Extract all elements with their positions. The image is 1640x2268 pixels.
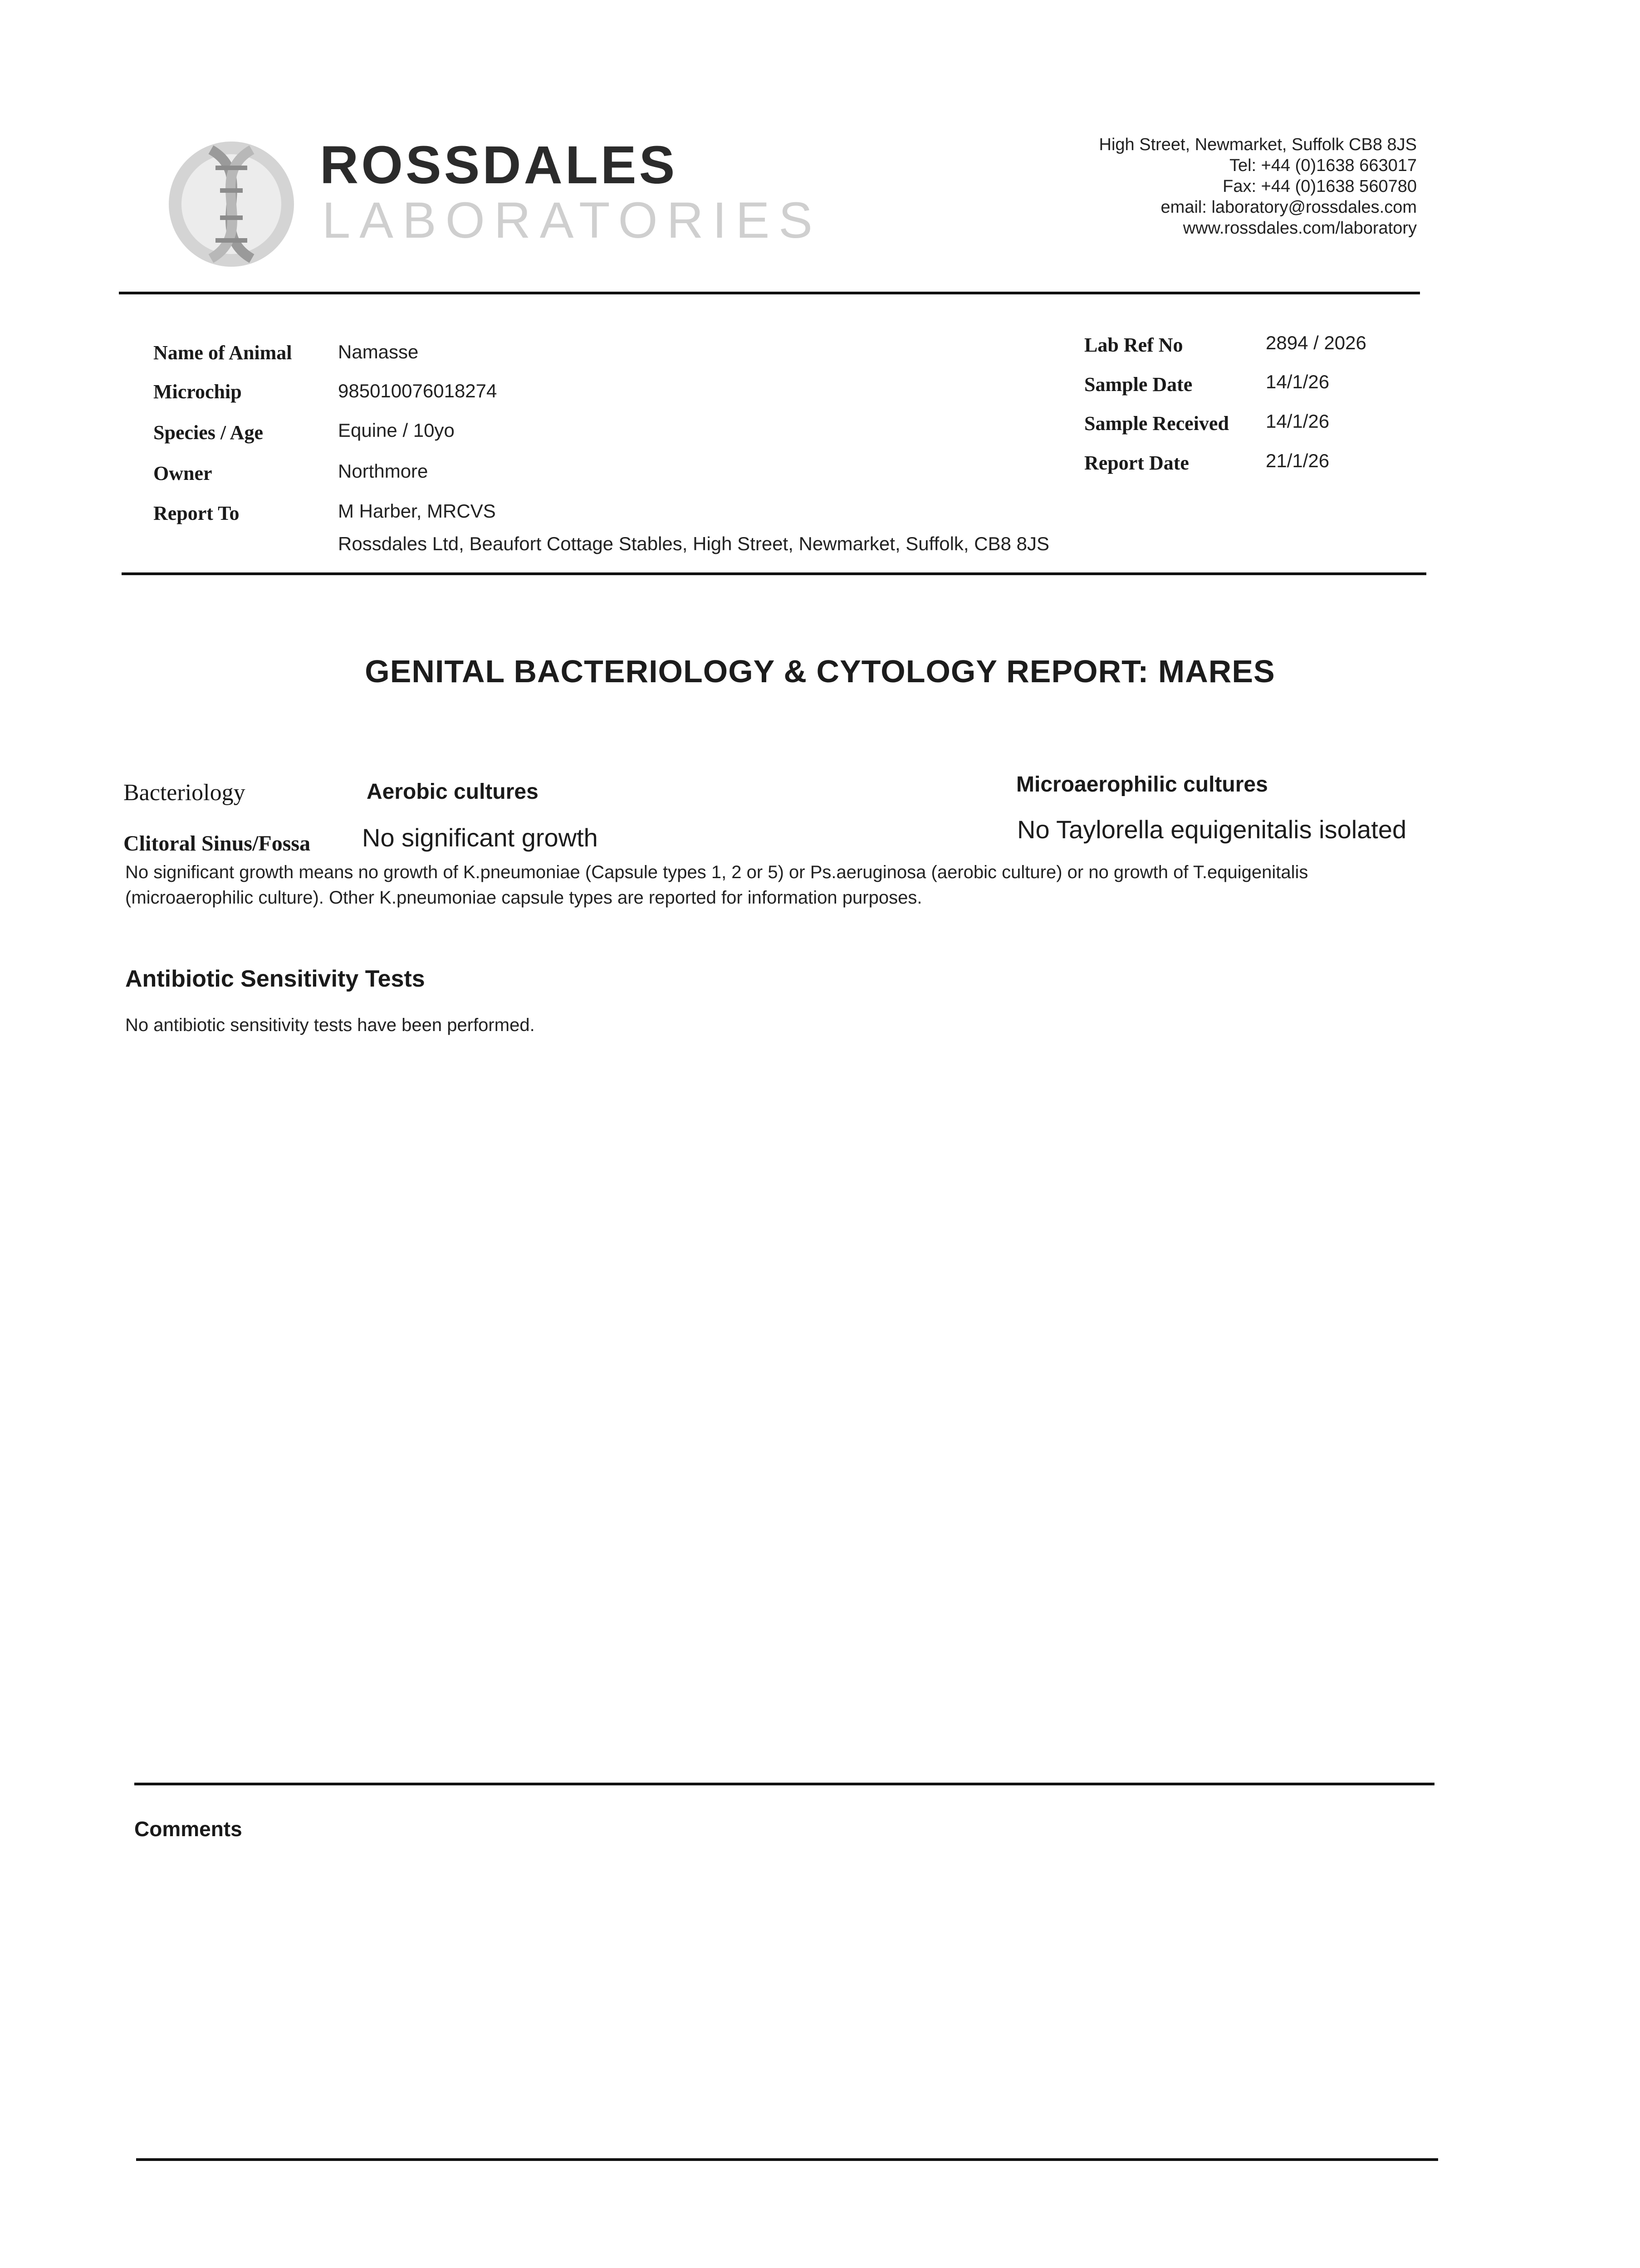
species-label: Species / Age	[153, 421, 263, 444]
sample-date-label: Sample Date	[1084, 373, 1193, 396]
antibiotic-text: No antibiotic sensitivity tests have been performed.	[125, 1015, 535, 1035]
report-date-value: 21/1/26	[1266, 450, 1330, 471]
growth-note-line2: (microaerophilic culture). Other K.pneumoniae capsule types are reported for information purposes.	[125, 888, 922, 908]
lab-ref-value: 2894 / 2026	[1266, 332, 1366, 353]
header-divider	[119, 292, 1420, 294]
report-date-label: Report Date	[1084, 452, 1189, 474]
report-title: GENITAL BACTERIOLOGY & CYTOLOGY REPORT: MARES	[365, 654, 1275, 689]
aerobic-heading: Aerobic cultures	[367, 780, 539, 804]
comments-heading: Comments	[134, 1817, 242, 1841]
sample-received-value: 14/1/26	[1266, 411, 1330, 432]
aerobic-result: No significant growth	[362, 823, 598, 852]
dna-helix-icon	[168, 136, 295, 272]
animal-name-value: Namasse	[338, 341, 419, 362]
microaerophilic-result: No Taylorella equigenitalis isolated	[1017, 815, 1407, 844]
contact-web: www.rossdales.com/laboratory	[1183, 219, 1417, 238]
lab-ref-label: Lab Ref No	[1084, 334, 1183, 356]
contact-fax: Fax: +44 (0)1638 560780	[1223, 177, 1417, 196]
microchip-value: 985010076018274	[338, 380, 497, 401]
brand-name: ROSSDALES	[320, 135, 678, 195]
report-to-label: Report To	[153, 502, 240, 524]
contact-block	[1099, 134, 1417, 239]
footer-divider	[136, 2158, 1438, 2161]
contact-address: High Street, Newmarket, Suffolk CB8 8JS	[1099, 135, 1417, 154]
microaerophilic-heading: Microaerophilic cultures	[1016, 772, 1268, 797]
species-value: Equine / 10yo	[338, 420, 455, 441]
owner-label: Owner	[153, 462, 212, 484]
comments-divider	[134, 1783, 1434, 1785]
owner-value: Northmore	[338, 460, 428, 482]
growth-note	[125, 860, 1432, 910]
site-label: Clitoral Sinus/Fossa	[123, 831, 311, 855]
brand-subname: LABORATORIES	[322, 192, 822, 249]
antibiotic-heading: Antibiotic Sensitivity Tests	[125, 966, 425, 992]
details-divider	[122, 572, 1426, 575]
report-to-address: Rossdales Ltd, Beaufort Cottage Stables, High Street, Newmarket, Suffolk, CB8 8JS	[338, 533, 1050, 554]
sample-received-label: Sample Received	[1084, 412, 1229, 435]
report-to-value: M Harber, MRCVS	[338, 500, 496, 522]
contact-email: email: laboratory@rossdales.com	[1160, 198, 1417, 217]
growth-note-line1: No significant growth means no growth of K.pneumoniae (Capsule types 1, 2 or 5) or Ps.aeruginosa (aerobic culture) or no growth of T.equigenitalis	[125, 862, 1308, 882]
contact-tel: Tel: +44 (0)1638 663017	[1229, 156, 1417, 175]
bacteriology-heading: Bacteriology	[123, 780, 245, 806]
microchip-label: Microchip	[153, 381, 242, 403]
animal-name-label: Name of Animal	[153, 342, 292, 364]
sample-date-value: 14/1/26	[1266, 371, 1330, 392]
